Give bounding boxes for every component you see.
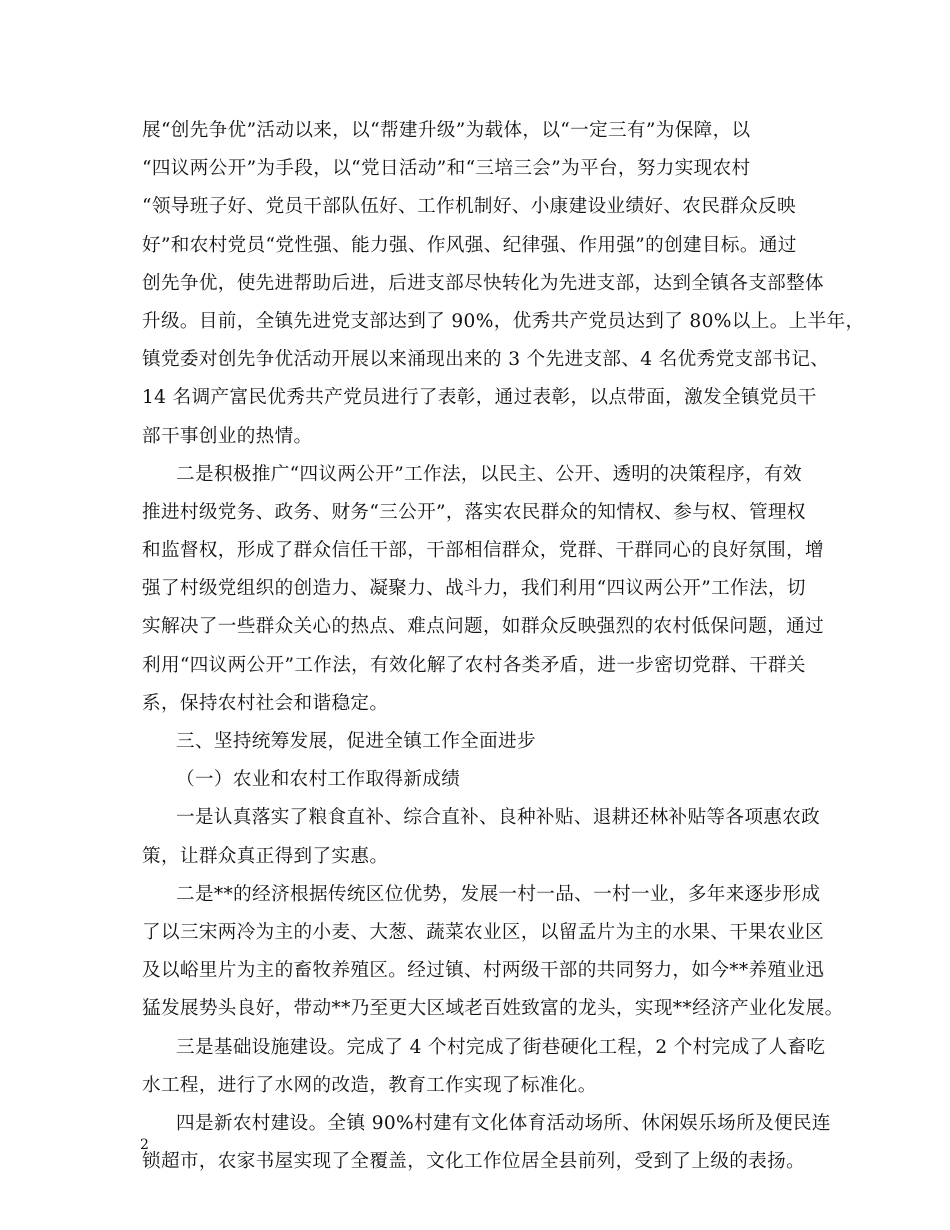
paragraph-first-line: 三是基础设施建设。完成了 4 个村完成了街巷硬化工程，2 个村完成了人畜吃 (176, 1036, 826, 1058)
paragraph-first-line: 一是认真落实了粮食直补、综合直补、良种补贴、退耕还林补贴等各项惠农政 (176, 807, 821, 829)
page-number: 2 (140, 1137, 149, 1153)
paragraph-first-line: 四是新农村建设。全镇 90%村建有文化体育活动场所、休闲娱乐场所及便民连 (176, 1112, 831, 1134)
text-line: 创先争优，使先进帮助后进，后进支部尽快转化为先进支部，达到全镇各支部整体 (142, 272, 824, 294)
text-line: 推进村级党务、政务、财务“三公开”，落实农民群众的知情权、参与权、管理权 (142, 501, 806, 523)
text-line: 猛发展势头良好，带动**乃至更大区域老百姓致富的龙头，实现**经济产业化发展。 (142, 998, 844, 1020)
section-heading: 三、坚持统筹发展，促进全镇工作全面进步 (176, 731, 536, 752)
text-line: 及以峪里片为主的畜牧养殖区。经过镇、村两级干部的共同努力，如今**养殖业迅 (142, 960, 825, 982)
text-line: 展“创先争优”活动以来，以“帮建升级”为载体，以“一定三有”为保障，以 (142, 120, 751, 141)
text-line: 策，让群众真正得到了实惠。 (142, 845, 389, 867)
text-line: 14 名调产富民优秀共产党员进行了表彰，通过表彰，以点带面，激发全镇党员干 (142, 387, 817, 409)
text-line: 镇党委对创先争优活动开展以来涌现出来的 3 个先进支部、4 名优秀党支部书记、 (142, 349, 830, 371)
text-line: “领导班子好、党员干部队伍好、工作机制好、小康建设业绩好、农民群众反映 (142, 196, 796, 218)
paragraph-first-line: 二是积极推广“四议两公开”工作法，以民主、公开、透明的决策程序，有效 (176, 463, 802, 485)
paragraph-first-line: 二是**的经济根据传统区位优势，发展一村一品、一村一业，多年来逐步形成 (176, 883, 821, 905)
text-line: 水工程，进行了水网的改造，教育工作实现了标准化。 (142, 1074, 597, 1096)
text-line: 和监督权，形成了群众信任干部，干部相信群众，党群、干群同心的良好氛围，增 (142, 540, 824, 562)
text-line: 部干事创业的热情。 (142, 425, 313, 447)
text-line: 锁超市，农家书屋实现了全覆盖，文化工作位居全县前列，受到了上级的表扬。 (142, 1151, 806, 1173)
text-line: 系，保持农村社会和谐稳定。 (142, 692, 389, 714)
text-line: 强了村级党组织的创造力、凝聚力、战斗力，我们利用“四议两公开”工作法，切 (142, 578, 806, 600)
text-line: 实解决了一些群众关心的热点、难点问题，如群众反映强烈的农村低保问题，通过 (142, 616, 824, 638)
text-line: 利用“四议两公开”工作法，有效化解了农村各类矛盾，进一步密切党群、干群关 (142, 654, 806, 676)
text-line: 升级。目前，全镇先进党支部达到了 90%，优秀共产党员达到了 80%以上。上半年， (142, 310, 865, 332)
text-line: 好”和农村党员“党性强、能力强、作风强、纪律强、作用强”的创建目标。通过 (142, 234, 797, 256)
text-line: “四议两公开”为手段，以“党日活动”和“三培三会”为平台，努力实现农村 (142, 158, 751, 180)
subsection-heading: （一）农业和农村工作取得新成绩 (176, 769, 461, 791)
text-line: 了以三宋两冷为主的小麦、大葱、蔬菜农业区，以留孟片为主的水果、干果农业区 (142, 921, 824, 943)
document-body (142, 112, 865, 1181)
